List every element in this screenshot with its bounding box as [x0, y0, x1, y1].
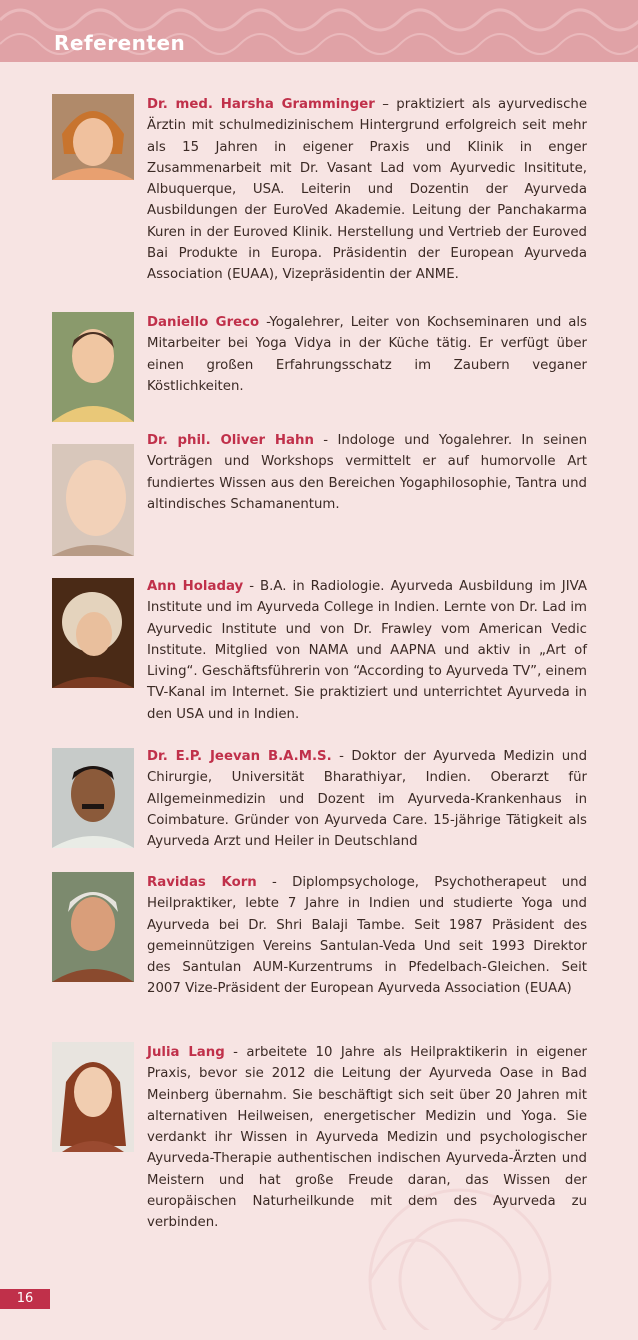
portrait-woman-curly-icon [52, 578, 134, 688]
speaker-photo [52, 1042, 134, 1152]
portrait-woman-icon [52, 94, 134, 180]
portrait-young-man-icon [52, 312, 134, 422]
speaker-bio: - Doktor der Ayurveda Medizin und Chirurgie, Universität Bharathiyar, Indien. Oberarzt für Allgemeinmedizin und Dozent im Ayurveda-Krankenhaus in Coimbature. Gründer von Ayurveda Care. 15-jährige Tätigkeit als Ayurveda Arzt und Heiler in Deutschland [147, 749, 588, 850]
speaker-name: Ravidas Korn [147, 875, 257, 890]
speaker-photo [52, 578, 134, 688]
section-title: Referenten [54, 31, 186, 55]
portrait-woman-long-icon [52, 1042, 134, 1152]
speaker-bio: - Diplompsychologe, Psychotherapeut und Heilpraktiker, lebte 7 Jahre in Indien und studierte Yoga und Ayurveda bei Dr. Shri Balaji Tambe. Seit 1987 Präsident des gemeinnützigen Vereins Santulan-Veda Und seit 1993 Direktor des Santulan AUM-Kurzentrums in Pfedelbach-Gleichen. Seit 2007 Vize-Präsident der European Ayurveda Association (EUAA) [147, 875, 587, 997]
portrait-man-grey-icon [52, 872, 134, 982]
speaker-name: Dr. E.P. Jeevan B.A.M.S. [147, 749, 332, 764]
speaker-bio: – praktiziert als ayurvedische Ärztin mit schulmedizinischem Hintergrund erfolgreich seit mehr als 15 Jahren in eigener Praxis und Klinik in enger Zusammenarbeit mit Dr. Vasant Lad vom Ayurvedic Insititute, Albuquerque, USA. Leiterin und Dozentin der Ayurveda Ausbildungen der EuroVed Akademie. Leitung der Panchakarma Kuren in der Euroved Klinik. Herstellung und Vertrieb der Euroved Bai Produkte in Europa. Präsidentin der European Ayurveda Association (EUAA), Vizepräsidentin der ANME. [147, 97, 588, 283]
speaker-photo [52, 872, 134, 982]
speaker-photo [52, 312, 134, 422]
speaker-name: Dr. phil. Oliver Hahn [147, 433, 314, 448]
portrait-man-mustache-icon [52, 748, 134, 848]
speaker-bio: - arbeitete 10 Jahre als Heilpraktikerin in eigener Praxis, bevor sie 2012 die Leitung der Ayurveda Oase in Bad Meinberg übernahm. Sie beschäftigt sich seit über 20 Jahren mit alternativen Heilweisen, energetischer Medizin und Yoga. Sie verdankt ihr Wissen in Ayurveda Medizin und psychologischer Ayurveda-Therapie authentischen indischen Ayurveda-Ärzten und Meistern und hat große Freude daran, das Wissen der europäischen Naturheilkunde mit dem des Ayurveda zu verbinden. [147, 1045, 588, 1231]
speaker-photo [52, 94, 134, 180]
portrait-bald-man-icon [52, 444, 134, 556]
page-number: 16 [0, 1289, 50, 1309]
speaker-bio: -Yogalehrer, Leiter von Kochseminaren und als Mitarbeiter bei Yoga Vidya in der Küche tätig. Er verfügt über einen großen Erfahrungsschatz im Zaubern veganer Köstlichkeiten. [147, 315, 587, 394]
speaker-photo [52, 444, 134, 556]
speaker-bio: - B.A. in Radiologie. Ayurveda Ausbildung im JIVA Institute und im Ayurveda College in Indien. Lernte von Dr. Lad im Ayurvedic Institute und von Dr. Frawley vom American Vedic Institute. Mitglied von NAMA und AAPNA und aktiv in „Art of Living“. Geschäftsführerin von “According to Ayurveda TV”, einem TV-Kanal im Internet. Sie praktiziert und unterrichtet Ayurveda in den USA und in Indien. [147, 579, 587, 722]
speaker-name: Dr. med. Harsha Gramminger [147, 97, 375, 112]
speaker-name: Daniello Greco [147, 315, 260, 330]
speaker-name: Julia Lang [147, 1045, 225, 1060]
speaker-name: Ann Holaday [147, 579, 244, 594]
speaker-photo [52, 748, 134, 848]
speaker-bio: - Indologe und Yogalehrer. In seinen Vorträgen und Workshops vermittelt er auf humorvolle Art fundiertes Wissen aus den Bereichen Yogaphilosophie, Tantra und altindisches Schamanentum. [147, 433, 587, 512]
